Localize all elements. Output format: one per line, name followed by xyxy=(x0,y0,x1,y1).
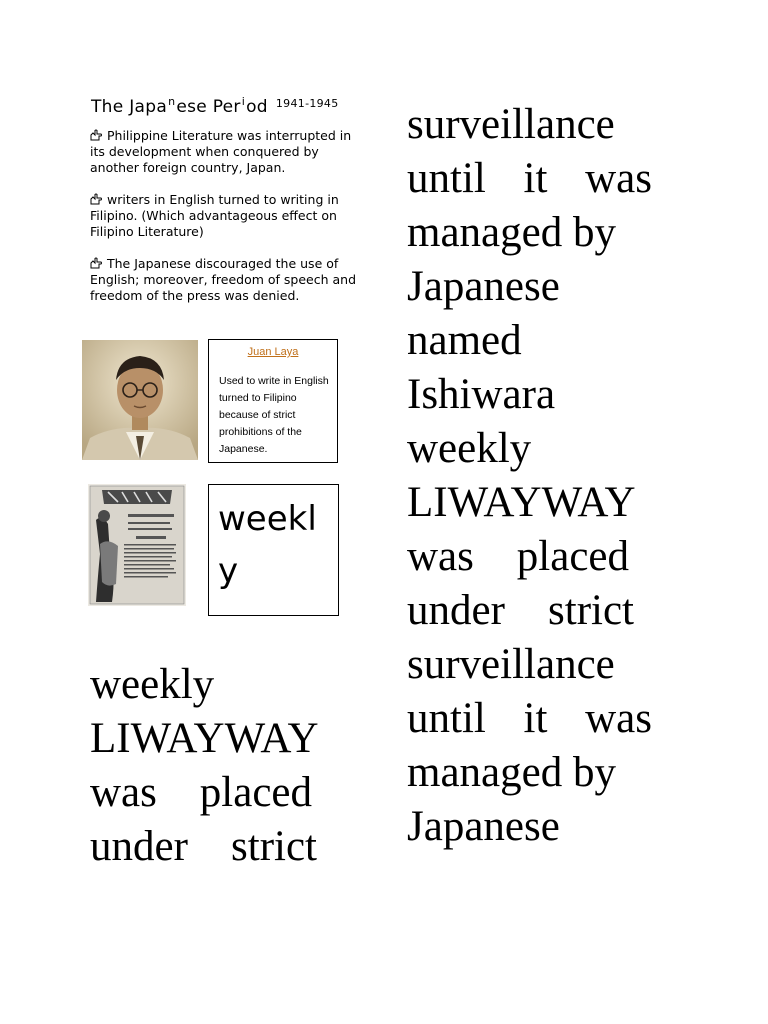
text-line xyxy=(407,692,652,746)
text-line: managed by xyxy=(407,209,616,256)
text-line: weekly xyxy=(90,661,215,708)
title-sup-2: i xyxy=(241,95,246,108)
juan-laya-description: Used to write in English turned to Filipino because of strict prohibitions of the Japanese. xyxy=(219,375,329,455)
text-word: strict xyxy=(231,823,317,870)
text-line: managed by xyxy=(407,749,616,796)
text-line: surveillance xyxy=(407,101,615,148)
left-column-text xyxy=(90,658,360,874)
weekly-box-text: weekly xyxy=(218,499,317,591)
text-line: named xyxy=(407,317,522,364)
bullet-item xyxy=(90,256,360,304)
juan-laya-portrait-image xyxy=(82,340,198,460)
text-word: under xyxy=(407,587,505,634)
text-word: it xyxy=(523,155,548,202)
bullet-text: writers in English turned to writing in Filipino. (Which advantageous effect on Filipino Literature) xyxy=(90,192,339,239)
text-line xyxy=(90,766,312,820)
title-part-1: The Japa xyxy=(91,97,168,117)
liwayway-magazine-cover-image xyxy=(88,484,186,606)
pointing-hand-icon xyxy=(90,129,103,141)
text-line: surveillance xyxy=(407,641,615,688)
text-line: Ishiwara xyxy=(407,371,556,418)
bullet-text: Philippine Literature was interrupted in its development when conquered by another foreign country, Japan. xyxy=(90,128,352,175)
juan-laya-info-box xyxy=(208,339,338,463)
text-line: Japanese xyxy=(407,803,560,850)
title-part-2: ese Per xyxy=(176,97,241,117)
text-word: placed xyxy=(199,769,312,816)
text-line: weekly xyxy=(407,425,532,472)
text-line: LIWAYWAY xyxy=(407,479,636,526)
text-word: was xyxy=(585,695,652,742)
juan-laya-name: Juan Laya xyxy=(247,346,299,358)
text-word: until xyxy=(407,695,486,742)
title-sup-1: n xyxy=(168,95,176,108)
title-years: 1941-1945 xyxy=(275,97,339,110)
pointing-hand-icon xyxy=(90,257,103,269)
weekly-text-box xyxy=(208,484,339,616)
title-part-3: od xyxy=(246,97,268,117)
text-word: strict xyxy=(548,587,634,634)
pointing-hand-icon xyxy=(90,193,103,205)
text-word: until xyxy=(407,155,486,202)
text-word: was xyxy=(585,155,652,202)
bullet-item xyxy=(90,128,360,176)
text-word: was xyxy=(407,533,474,580)
text-word: was xyxy=(90,769,157,816)
text-line xyxy=(90,820,317,874)
text-word: it xyxy=(523,695,548,742)
bullet-text: The Japanese discouraged the use of English; moreover, freedom of speech and freedom of the press was denied. xyxy=(90,256,357,303)
text-word: under xyxy=(90,823,188,870)
text-line xyxy=(407,530,629,584)
text-line: Japanese xyxy=(407,263,560,310)
bullet-item xyxy=(90,192,360,240)
text-word: placed xyxy=(516,533,629,580)
text-line xyxy=(407,152,652,206)
text-line: LIWAYWAY xyxy=(90,715,319,762)
page-title xyxy=(91,95,339,117)
right-column-text xyxy=(407,98,672,854)
text-line xyxy=(407,584,634,638)
